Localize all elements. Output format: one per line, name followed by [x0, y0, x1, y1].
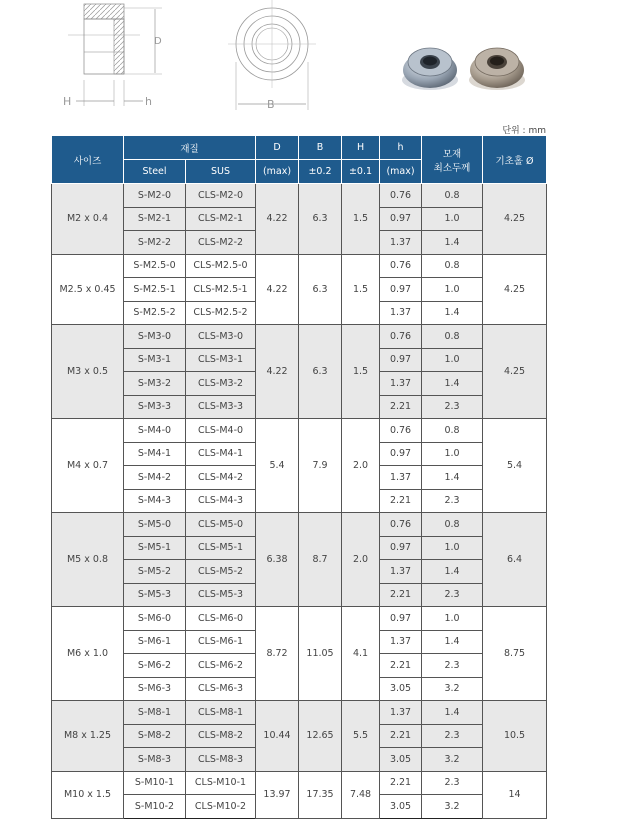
panel-thickness-cell: 0.8: [422, 419, 483, 443]
h-lower-cell: 0.97: [380, 207, 422, 231]
sus-part-cell: CLS-M2.5-0: [186, 254, 256, 278]
col-header-h-upper-sub: ±0.1: [342, 160, 380, 184]
d-cell: 4.22: [256, 254, 299, 325]
d-cell: 13.97: [256, 771, 299, 818]
sus-part-cell: CLS-M2-0: [186, 184, 256, 208]
sus-part-cell: CLS-M6-1: [186, 630, 256, 654]
steel-part-cell: S-M5-0: [124, 513, 186, 537]
b-cell: 11.05: [299, 607, 342, 701]
steel-part-cell: S-M2.5-2: [124, 301, 186, 325]
b-cell: 17.35: [299, 771, 342, 818]
panel-thickness-cell: 1.4: [422, 630, 483, 654]
steel-part-cell: S-M5-2: [124, 560, 186, 584]
h-lower-cell: 1.37: [380, 560, 422, 584]
sus-part-cell: CLS-M2-2: [186, 231, 256, 255]
size-cell: M5 x 0.8: [52, 513, 124, 607]
dim-b-label: B: [267, 98, 275, 111]
table-row: [52, 701, 547, 725]
h-lower-cell: 0.97: [380, 607, 422, 631]
h-lower-cell: 3.05: [380, 748, 422, 772]
sus-part-cell: CLS-M3-1: [186, 348, 256, 372]
table-row: [52, 184, 547, 208]
sus-part-cell: CLS-M8-1: [186, 701, 256, 725]
d-cell: 10.44: [256, 701, 299, 772]
col-header-hole: 기초홀 Ø: [483, 136, 547, 184]
h-lower-cell: 3.05: [380, 795, 422, 819]
dim-h-upper-label: H: [63, 95, 72, 108]
h-upper-cell: 2.0: [342, 419, 380, 513]
h-lower-cell: 2.21: [380, 771, 422, 795]
steel-part-cell: S-M6-3: [124, 677, 186, 701]
h-lower-cell: 0.97: [380, 278, 422, 302]
d-cell: 4.22: [256, 184, 299, 255]
size-cell: M6 x 1.0: [52, 607, 124, 701]
col-header-panel: [422, 136, 483, 184]
panel-thickness-cell: 1.4: [422, 372, 483, 396]
h-lower-cell: 2.21: [380, 489, 422, 513]
h-upper-cell: 4.1: [342, 607, 380, 701]
h-lower-cell: 0.76: [380, 513, 422, 537]
size-cell: M2.5 x 0.45: [52, 254, 124, 325]
h-lower-cell: 2.21: [380, 583, 422, 607]
col-header-d-sub: (max): [256, 160, 299, 184]
h-lower-cell: 1.37: [380, 231, 422, 255]
steel-part-cell: S-M6-0: [124, 607, 186, 631]
panel-thickness-cell: 1.4: [422, 560, 483, 584]
h-lower-cell: 0.76: [380, 325, 422, 349]
table-row: [52, 325, 547, 349]
d-cell: 8.72: [256, 607, 299, 701]
b-cell: 8.7: [299, 513, 342, 607]
h-lower-cell: 0.76: [380, 254, 422, 278]
steel-part-cell: S-M3-3: [124, 395, 186, 419]
steel-part-cell: S-M2-1: [124, 207, 186, 231]
sus-part-cell: CLS-M8-3: [186, 748, 256, 772]
h-lower-cell: 2.21: [380, 395, 422, 419]
col-header-b: B: [299, 136, 342, 160]
panel-thickness-cell: 3.2: [422, 748, 483, 772]
h-lower-cell: 1.37: [380, 701, 422, 725]
col-header-material: 재질: [124, 136, 256, 160]
h-lower-cell: 2.21: [380, 724, 422, 748]
table-row: [52, 771, 547, 795]
panel-thickness-cell: 1.0: [422, 207, 483, 231]
steel-part-cell: S-M5-1: [124, 536, 186, 560]
b-cell: 6.3: [299, 254, 342, 325]
sus-nut-photo: [469, 48, 525, 90]
b-cell: 6.3: [299, 184, 342, 255]
panel-thickness-cell: 1.4: [422, 231, 483, 255]
sus-part-cell: CLS-M3-2: [186, 372, 256, 396]
sus-part-cell: CLS-M5-3: [186, 583, 256, 607]
size-cell: M3 x 0.5: [52, 325, 124, 419]
panel-thickness-cell: 1.0: [422, 442, 483, 466]
sus-part-cell: CLS-M5-0: [186, 513, 256, 537]
spec-table-body: [52, 184, 547, 819]
h-lower-cell: 2.21: [380, 654, 422, 678]
col-header-h-upper: H: [342, 136, 380, 160]
hole-cell: 4.25: [483, 325, 547, 419]
steel-part-cell: S-M2.5-0: [124, 254, 186, 278]
panel-thickness-cell: 2.3: [422, 654, 483, 678]
sus-part-cell: CLS-M10-2: [186, 795, 256, 819]
table-row: [52, 607, 547, 631]
h-upper-cell: 1.5: [342, 325, 380, 419]
col-header-h-lower-sub: (max): [380, 160, 422, 184]
b-cell: 6.3: [299, 325, 342, 419]
spec-table: [51, 135, 547, 819]
h-lower-cell: 0.76: [380, 419, 422, 443]
panel-thickness-cell: 1.0: [422, 278, 483, 302]
top-view-drawing: [228, 0, 316, 111]
steel-part-cell: S-M4-2: [124, 466, 186, 490]
h-lower-cell: 0.97: [380, 536, 422, 560]
sus-part-cell: CLS-M6-0: [186, 607, 256, 631]
sus-part-cell: CLS-M2.5-2: [186, 301, 256, 325]
table-row: [52, 419, 547, 443]
sus-part-cell: CLS-M4-2: [186, 466, 256, 490]
steel-part-cell: S-M4-3: [124, 489, 186, 513]
steel-part-cell: S-M8-3: [124, 748, 186, 772]
h-upper-cell: 1.5: [342, 184, 380, 255]
h-lower-cell: 3.05: [380, 677, 422, 701]
panel-thickness-cell: 2.3: [422, 724, 483, 748]
col-header-sus: SUS: [186, 160, 256, 184]
h-lower-cell: 0.97: [380, 348, 422, 372]
dim-h-lower-label: h: [145, 95, 152, 108]
sus-part-cell: CLS-M10-1: [186, 771, 256, 795]
panel-thickness-cell: 1.0: [422, 348, 483, 372]
panel-thickness-cell: 2.3: [422, 771, 483, 795]
panel-thickness-cell: 1.4: [422, 701, 483, 725]
size-cell: M4 x 0.7: [52, 419, 124, 513]
size-cell: M8 x 1.25: [52, 701, 124, 772]
panel-thickness-cell: 3.2: [422, 677, 483, 701]
h-lower-cell: 0.76: [380, 184, 422, 208]
col-header-panel-line1: 모재: [442, 148, 462, 160]
hole-cell: 10.5: [483, 701, 547, 772]
sus-part-cell: CLS-M5-1: [186, 536, 256, 560]
panel-thickness-cell: 1.4: [422, 466, 483, 490]
steel-part-cell: S-M10-1: [124, 771, 186, 795]
col-header-steel: Steel: [124, 160, 186, 184]
col-header-h-lower: h: [380, 136, 422, 160]
panel-thickness-cell: 0.8: [422, 513, 483, 537]
sus-part-cell: CLS-M2.5-1: [186, 278, 256, 302]
table-row: [52, 254, 547, 278]
steel-part-cell: S-M8-1: [124, 701, 186, 725]
sus-part-cell: CLS-M4-0: [186, 419, 256, 443]
steel-part-cell: S-M6-2: [124, 654, 186, 678]
hole-cell: 8.75: [483, 607, 547, 701]
d-cell: 5.4: [256, 419, 299, 513]
h-lower-cell: 1.37: [380, 301, 422, 325]
sus-part-cell: CLS-M2-1: [186, 207, 256, 231]
table-row: [52, 513, 547, 537]
panel-thickness-cell: 0.8: [422, 325, 483, 349]
panel-thickness-cell: 0.8: [422, 184, 483, 208]
steel-part-cell: S-M3-2: [124, 372, 186, 396]
sus-part-cell: CLS-M6-2: [186, 654, 256, 678]
panel-thickness-cell: 0.8: [422, 254, 483, 278]
h-lower-cell: 1.37: [380, 372, 422, 396]
b-cell: 7.9: [299, 419, 342, 513]
hole-cell: 6.4: [483, 513, 547, 607]
product-drawings: [0, 0, 642, 122]
steel-part-cell: S-M4-0: [124, 419, 186, 443]
steel-part-cell: S-M4-1: [124, 442, 186, 466]
h-lower-cell: 1.37: [380, 466, 422, 490]
col-header-panel-line2: 최소두께: [433, 162, 471, 174]
unit-note: 단위 : mm: [502, 126, 546, 136]
steel-part-cell: S-M10-2: [124, 795, 186, 819]
steel-part-cell: S-M6-1: [124, 630, 186, 654]
steel-part-cell: S-M5-3: [124, 583, 186, 607]
col-header-b-sub: ±0.2: [299, 160, 342, 184]
col-header-size: 사이즈: [52, 136, 124, 184]
dim-d-label: D: [154, 36, 162, 47]
panel-thickness-cell: 1.0: [422, 607, 483, 631]
size-cell: M2 x 0.4: [52, 184, 124, 255]
h-upper-cell: 1.5: [342, 254, 380, 325]
h-upper-cell: 7.48: [342, 771, 380, 818]
hole-cell: 4.25: [483, 184, 547, 255]
sus-part-cell: CLS-M3-0: [186, 325, 256, 349]
sus-part-cell: CLS-M5-2: [186, 560, 256, 584]
b-cell: 12.65: [299, 701, 342, 772]
panel-thickness-cell: 2.3: [422, 395, 483, 419]
h-lower-cell: 0.97: [380, 442, 422, 466]
hole-cell: 14: [483, 771, 547, 818]
d-cell: 6.38: [256, 513, 299, 607]
sus-part-cell: CLS-M4-1: [186, 442, 256, 466]
panel-thickness-cell: 3.2: [422, 795, 483, 819]
sus-part-cell: CLS-M6-3: [186, 677, 256, 701]
steel-part-cell: S-M2.5-1: [124, 278, 186, 302]
steel-part-cell: S-M3-1: [124, 348, 186, 372]
d-cell: 4.22: [256, 325, 299, 419]
panel-thickness-cell: 2.3: [422, 489, 483, 513]
steel-part-cell: S-M3-0: [124, 325, 186, 349]
steel-part-cell: S-M8-2: [124, 724, 186, 748]
sus-part-cell: CLS-M8-2: [186, 724, 256, 748]
h-lower-cell: 1.37: [380, 630, 422, 654]
hole-cell: 4.25: [483, 254, 547, 325]
steel-nut-photo: [402, 48, 458, 90]
sus-part-cell: CLS-M3-3: [186, 395, 256, 419]
col-header-d: D: [256, 136, 299, 160]
size-cell: M10 x 1.5: [52, 771, 124, 818]
hole-cell: 5.4: [483, 419, 547, 513]
steel-part-cell: S-M2-2: [124, 231, 186, 255]
sus-part-cell: CLS-M4-3: [186, 489, 256, 513]
steel-part-cell: S-M2-0: [124, 184, 186, 208]
panel-thickness-cell: 2.3: [422, 583, 483, 607]
h-upper-cell: 5.5: [342, 701, 380, 772]
front-view-drawing: [63, 4, 162, 108]
h-upper-cell: 2.0: [342, 513, 380, 607]
panel-thickness-cell: 1.0: [422, 536, 483, 560]
panel-thickness-cell: 1.4: [422, 301, 483, 325]
